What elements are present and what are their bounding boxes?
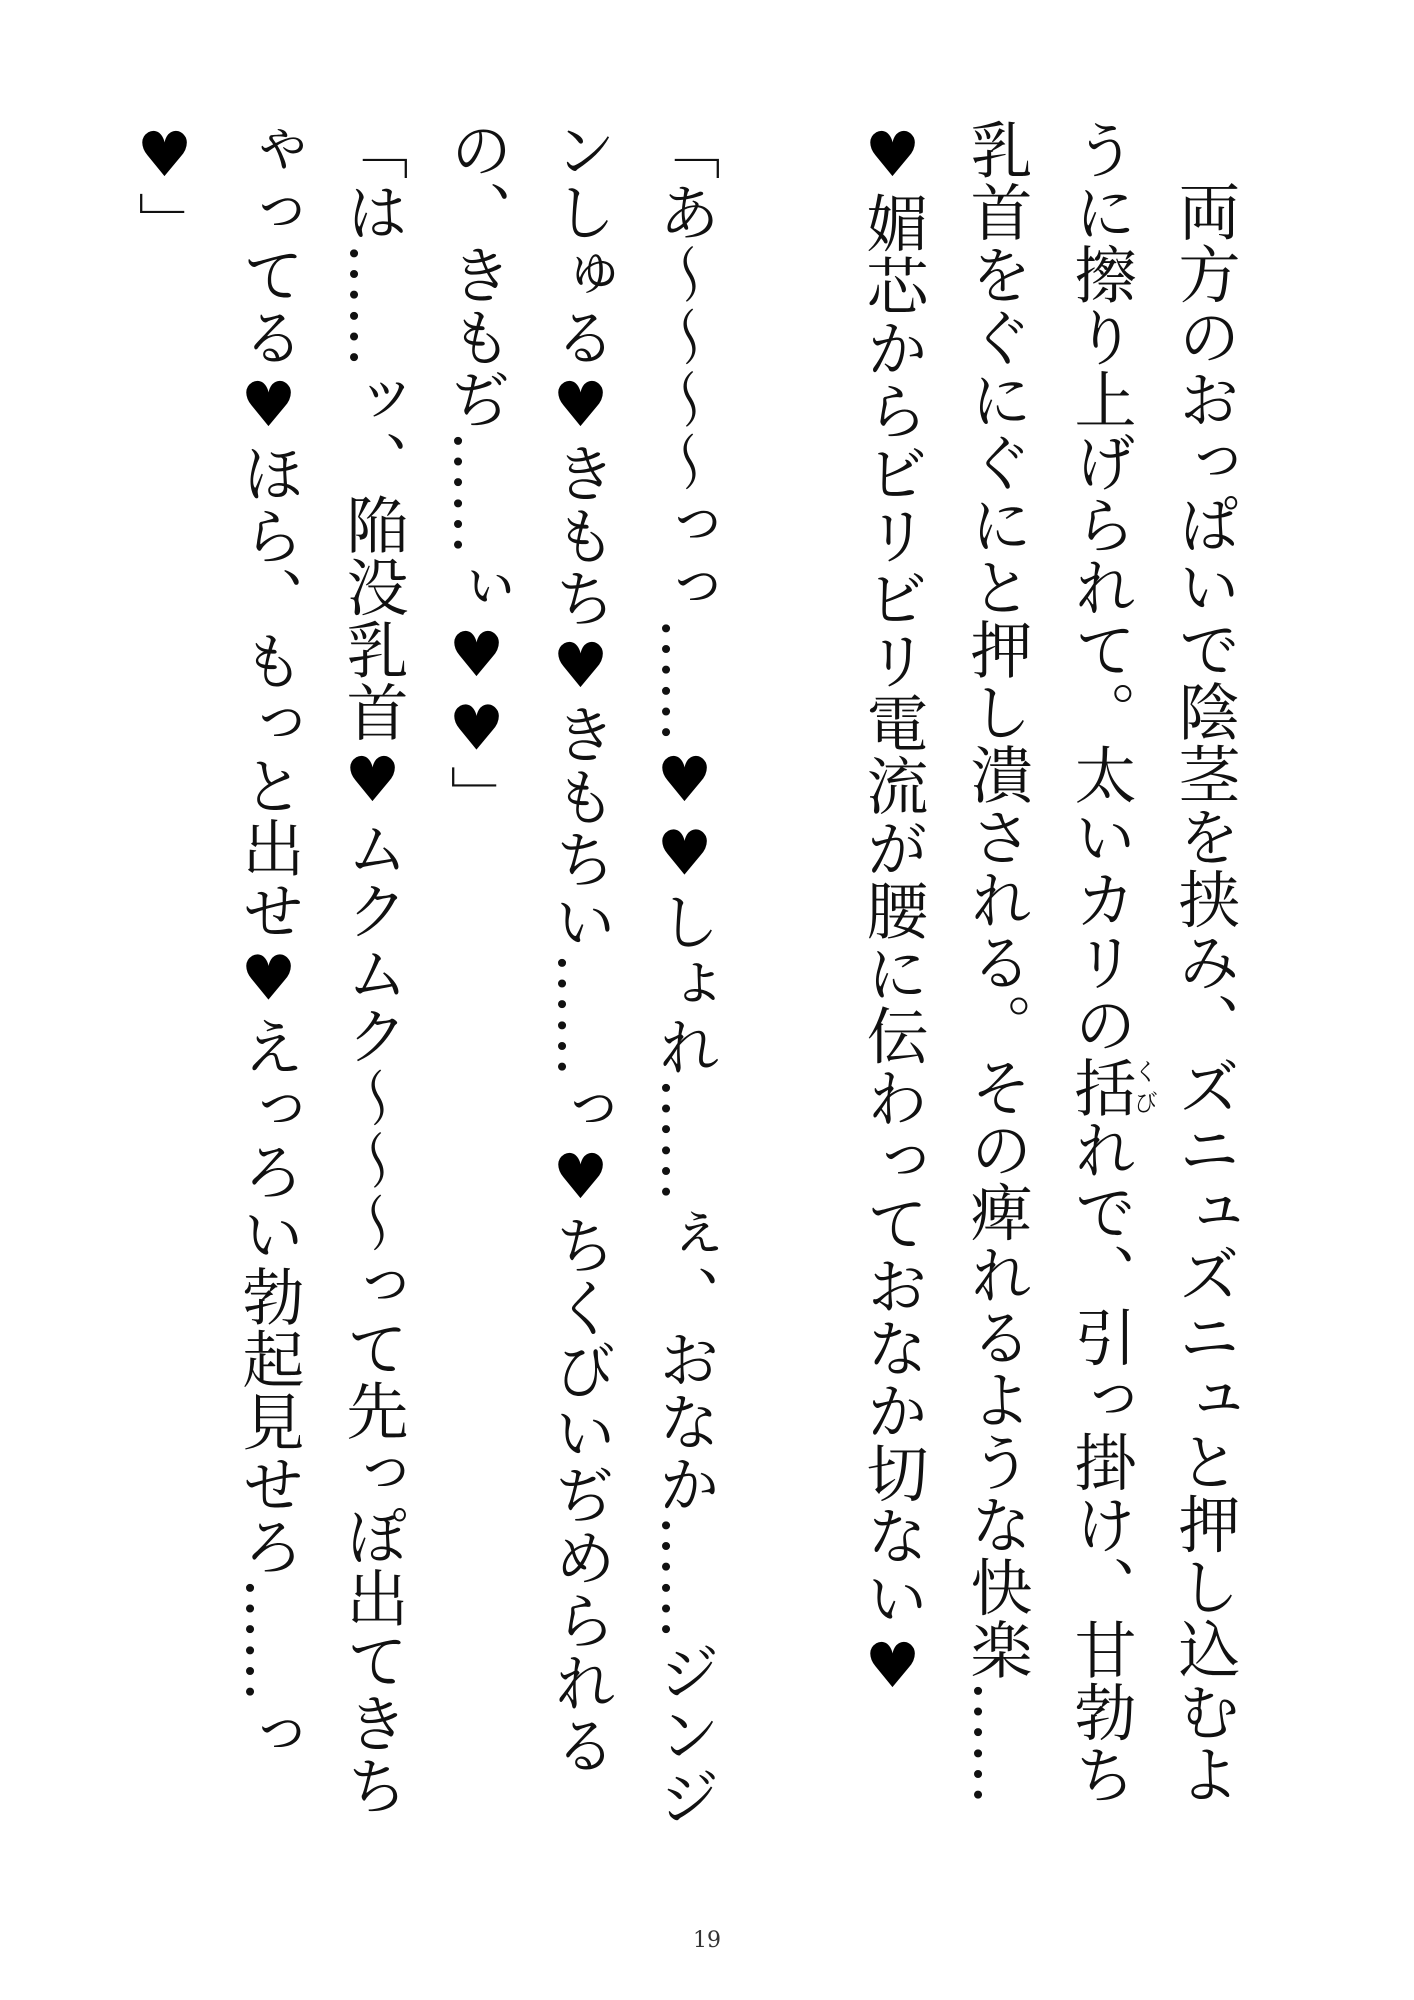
heart-icon: ♥ <box>856 118 929 192</box>
text-run: ムクムク〜〜〜って先っぽ出てきちゃってる <box>232 118 409 1817</box>
text-run: えっろい勃起見せろ……っ <box>232 1015 305 1765</box>
ruby-reading: くび <box>1129 1055 1158 1118</box>
heart-icon: ♥ <box>648 743 721 817</box>
paragraph-3 <box>112 118 424 1863</box>
heart-icon: ♥ <box>440 691 513 765</box>
heart-icon: ♥ <box>128 118 201 192</box>
ruby-base: 括 <box>1064 1055 1137 1118</box>
ruby-annotation <box>1064 1055 1158 1119</box>
heart-icon: ♥ <box>544 368 617 442</box>
text-run: 」 <box>128 191 201 254</box>
page-number: 19 <box>693 1928 721 1953</box>
heart-icon: ♥ <box>232 941 305 1015</box>
text-run: 「あ〜〜〜〜っっ…… <box>648 118 721 743</box>
text-run: しょれ……ぇ、おなか……ジンジンしゅる <box>544 118 721 1828</box>
text-run: きもちい……っ <box>544 702 617 1140</box>
text-run: 「は……ッ、陥没乳首 <box>336 118 409 743</box>
text-run: ちくびいぢめられるの、きもぢ……ぃ <box>440 118 617 1776</box>
paragraph-4 <box>0 118 8 1863</box>
text-run: 両方のおっぱいで陰茎を挟み、ズニュズニュと押し込むように擦り上げられて。太いカリの <box>1064 118 1241 1805</box>
heart-icon: ♥ <box>232 368 305 442</box>
text-run: きもち <box>544 441 617 629</box>
text-run: 媚芯からビリビリ電流が腰に伝わっておなか切ない <box>856 191 929 1629</box>
heart-icon: ♥ <box>544 1140 617 1214</box>
paragraph-2 <box>424 118 736 1863</box>
paragraph-1 <box>840 118 1256 1863</box>
heart-icon: ♥ <box>440 618 513 692</box>
heart-icon: ♥ <box>648 816 721 890</box>
heart-icon: ♥ <box>336 743 409 817</box>
heart-icon: ♥ <box>544 629 617 703</box>
text-run: ほら、もっと出せ <box>232 441 305 942</box>
text-run: 」 <box>440 765 513 828</box>
vertical-text-body <box>0 118 1256 1863</box>
text-run: れで、引っ掛け、甘勃ち乳首をぐにぐにと押し潰される。その痺れるような快楽…… <box>960 118 1137 1806</box>
heart-icon: ♥ <box>856 1629 929 1703</box>
